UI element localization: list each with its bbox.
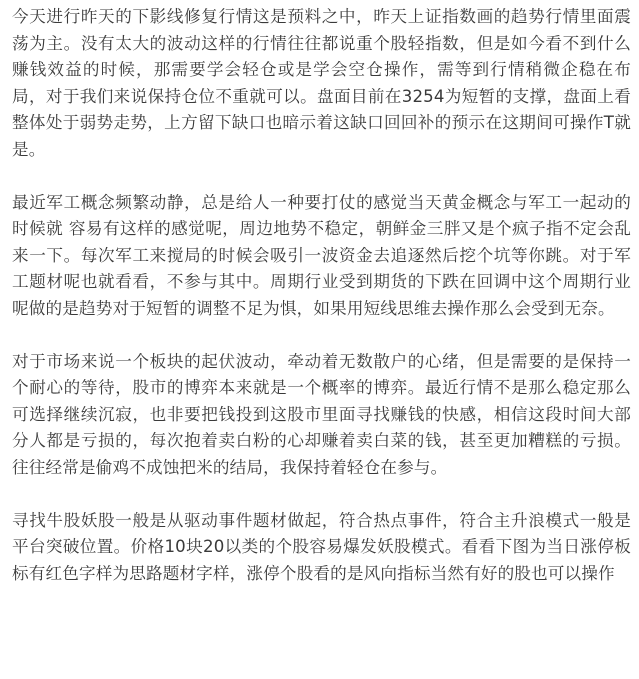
paragraph-market-review: 今天进行昨天的下影线修复行情这是预料之中，昨天上证指数画的趋势行情里面震荡为主。没有太大的波动这样的行情往往都说重个股轻指数，但是如今看不到什么赚钱效益的时候，那需要学会轻仓或是学会空仓操作，需等到行情稍微企稳在布局，对于我们来说保持仓位不重就可以。盘面目前在3254为短暂的支撑，盘面上看整体处于弱势走势，上方留下缺口也暗示着这缺口回回补的预示在这期间可操作T就是。 xyxy=(12,7,631,159)
paragraph-military-sector: 最近军工概念频繁动静，总是给人一种要打仗的感觉当天黄金概念与军工一起动的时候就 容易有这样的感觉呢，周边地势不稳定，朝鲜金三胖又是个疯子指不定会乱来一下。每次军工来搅局的时候会吸引一波资金去追逐然后挖个坑等你跳。对于军工题材呢也就看看，不参与其中。周期行业受到期货的下跌在回调中这个周期行业呢做的是趋势对于短暂的调整不足为惧，如果用短线思维去操作那么会受到无奈。 xyxy=(12,192,631,318)
paragraph-market-patience: 对于市场来说一个板块的起伏波动，牵动着无数散户的心绪，但是需要的是保持一个耐心的等待，股市的博弈本来就是一个概率的博弈。最近行情不是那么稳定那么可选择继续沉寂，也非要把钱投到这股市里面寻找赚钱的快感，相信这段时间大部分人都是亏损的，每次抱着卖白粉的心却赚着卖白菜的钱，甚至更加糟糕的亏损。往往经常是偷鸡不成蚀把米的结局，我保持着轻仓在参与。 xyxy=(12,351,631,477)
paragraph-stock-picking: 寻找牛股妖股一般是从驱动事件题材做起，符合热点事件，符合主升浪模式一般是平台突破位置。价格10块20以类的个股容易爆发妖股模式。看看下图为当日涨停板标有红色字样为思路题材字样，涨停个股看的是风向指标当然有好的股也可以操作 xyxy=(12,510,631,583)
